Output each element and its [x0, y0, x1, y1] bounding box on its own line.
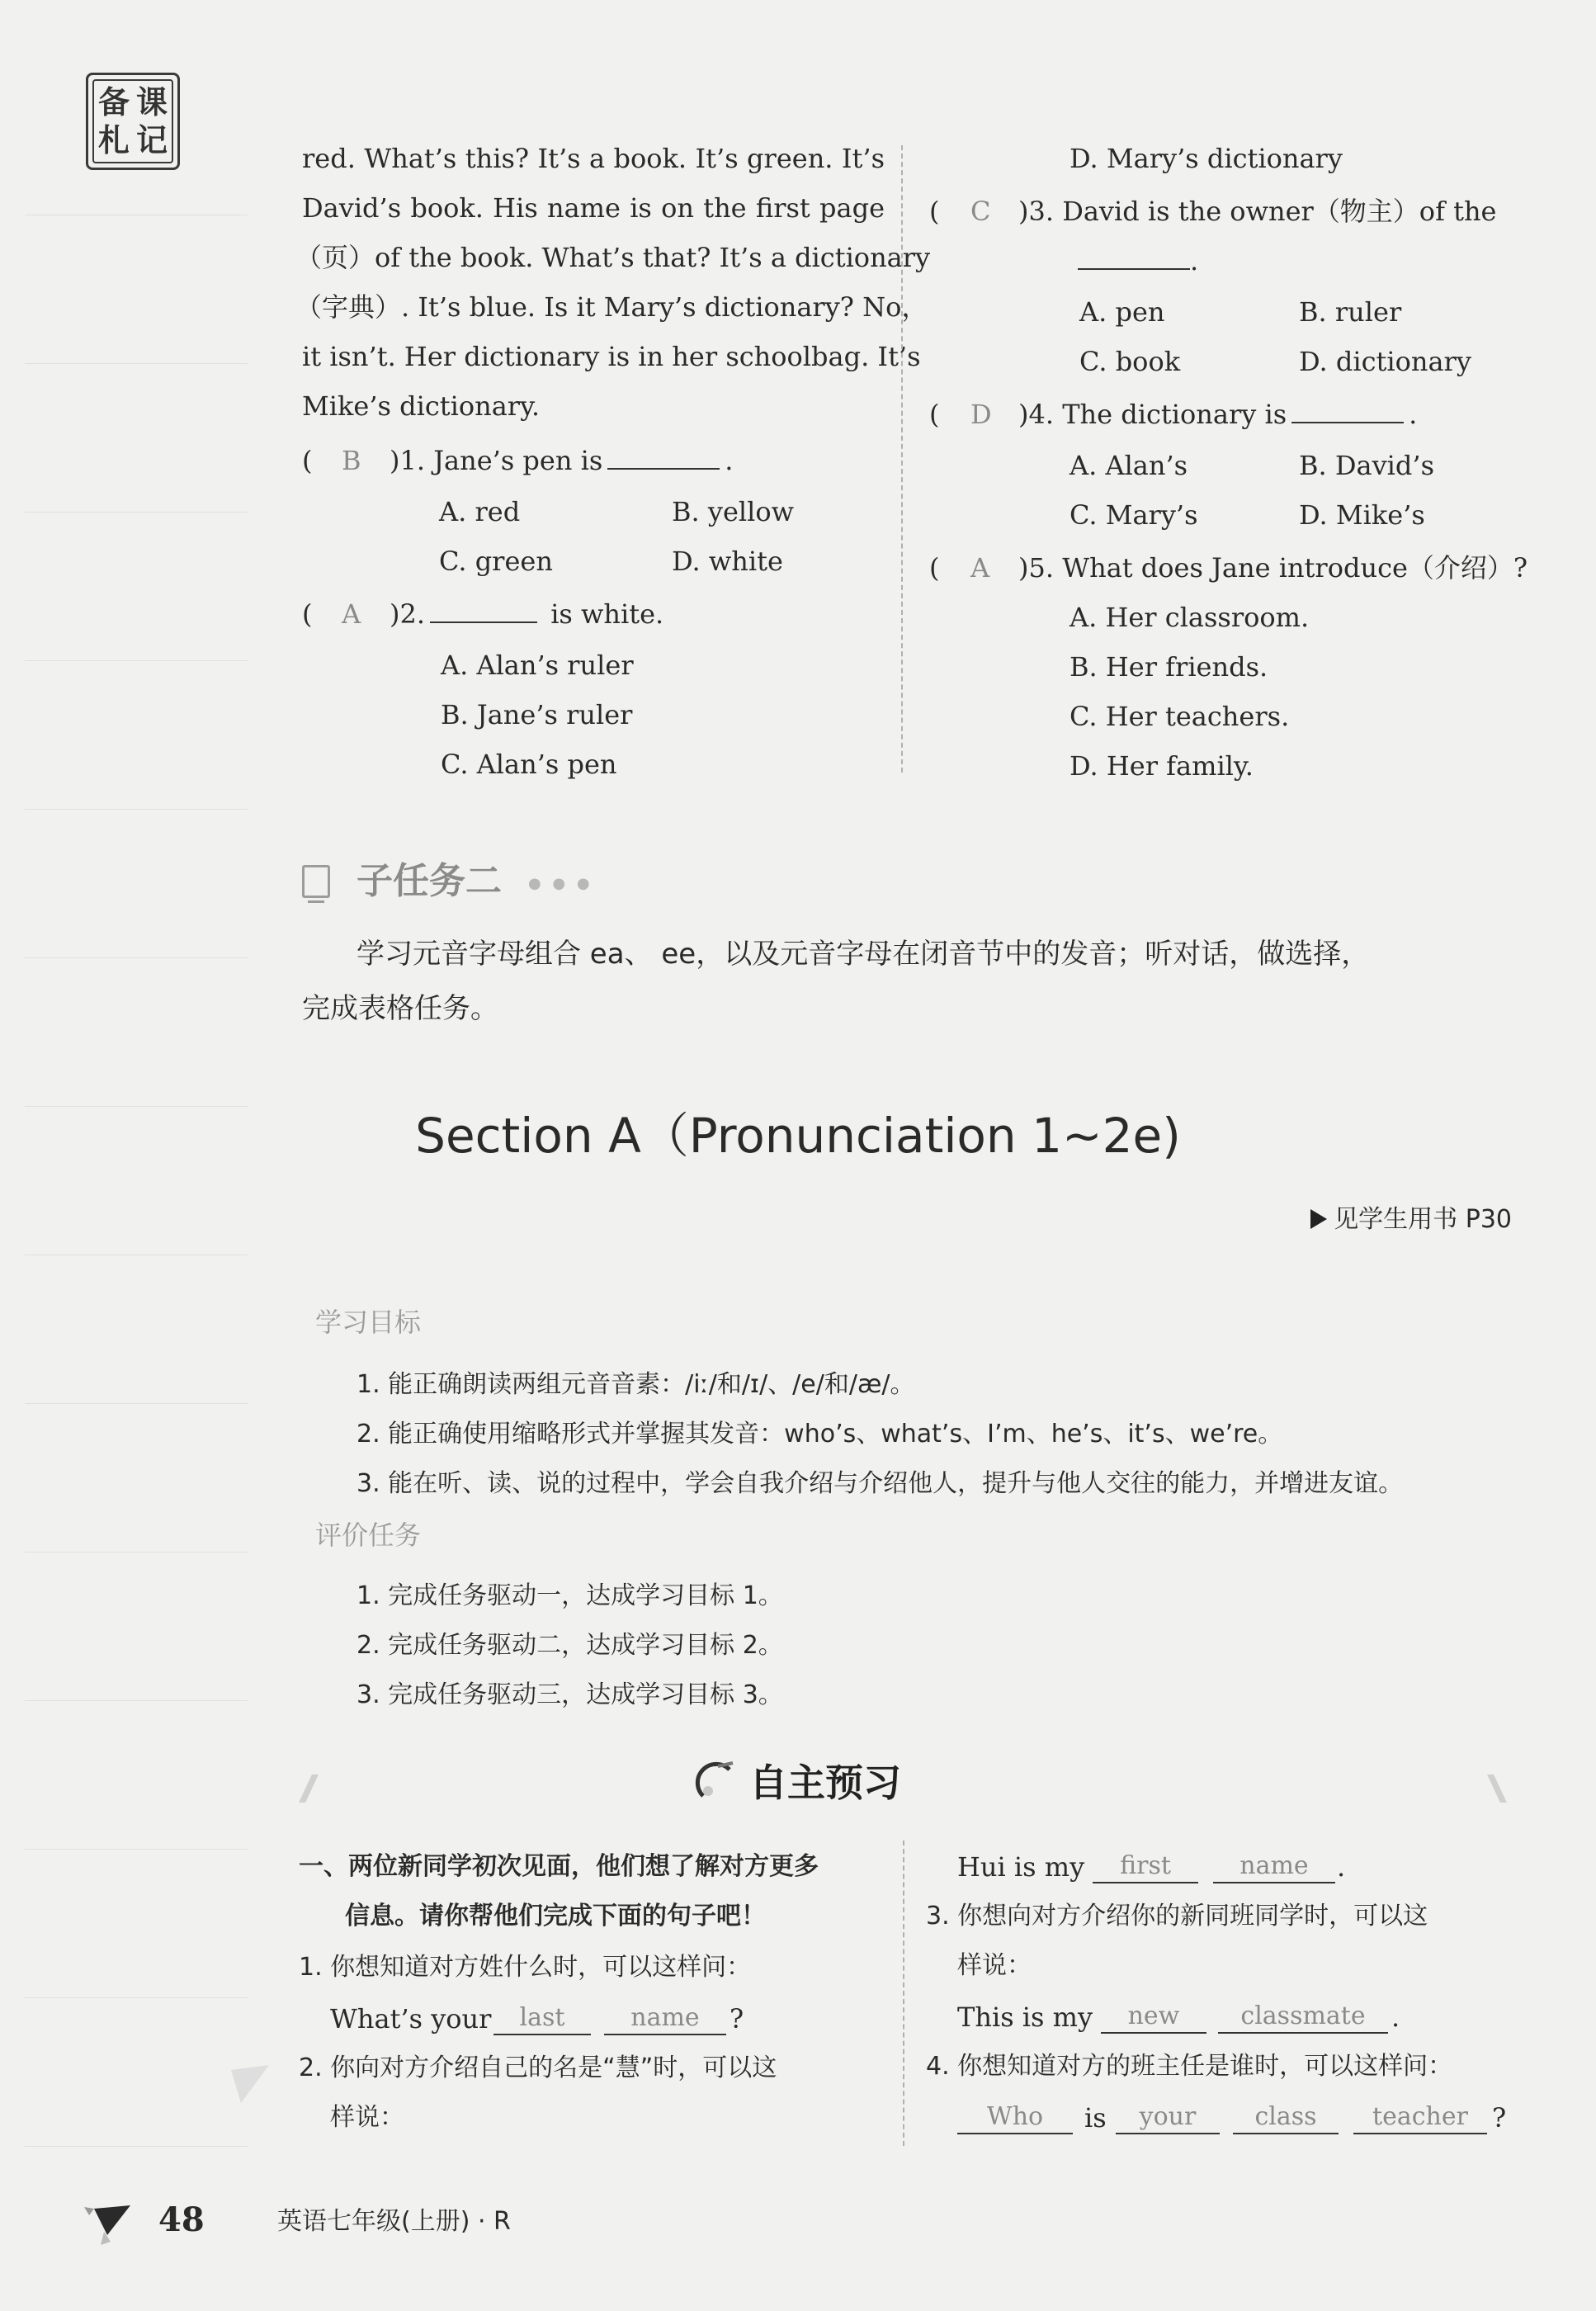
item-1-sentence: What’s your — [330, 2003, 492, 2035]
section-title: Section A（Pronunciation 1~2e) — [415, 1108, 1181, 1164]
passage-line: David’s book. His name is on the first page — [302, 192, 885, 224]
stamp-text — [92, 79, 173, 163]
answer-bracket-open: ( — [302, 598, 313, 630]
fill-blank-first[interactable]: first — [1093, 1850, 1198, 1883]
answer-mark: A — [970, 552, 990, 584]
stem-rest: is white. — [550, 598, 664, 630]
stamp-char: 备 — [97, 84, 130, 121]
question-stem: )5. What does Jane introduce（介绍）? — [1018, 552, 1528, 584]
option-b[interactable]: B. David’s — [1299, 450, 1434, 481]
book-title: 英语七年级(上册) · R — [277, 2207, 511, 2236]
stem-text: )1. Jane’s pen is — [390, 445, 603, 476]
item-2-sentence: Hui is my — [957, 1851, 1085, 1883]
item-4-is: is — [1084, 2102, 1107, 2134]
dots-decoration: ● ● ● — [528, 875, 593, 892]
item-3-sentence: This is my — [957, 2001, 1093, 2033]
option-a[interactable]: A. Alan’s ruler — [441, 650, 634, 681]
fill-blank-your[interactable]: your — [1116, 2101, 1220, 2134]
page-number: 48 — [158, 2200, 205, 2239]
item-2-prompt: 2. 你向对方介绍自己的名是“慧”时，可以这 — [299, 2053, 777, 2082]
option-c[interactable]: C. Her teachers. — [1070, 701, 1290, 732]
option-a[interactable]: A. Her classroom. — [1070, 602, 1310, 633]
answer-bracket-open: ( — [929, 399, 940, 430]
preview-title: 自主预习 — [749, 1760, 901, 1805]
item-4-prompt: 4. 你想知道对方的班主任是谁时，可以这样问： — [926, 2052, 1453, 2081]
stem-text: )2. — [390, 598, 426, 630]
option-c[interactable]: C. Alan’s pen — [441, 749, 617, 780]
answer-mark: B — [342, 445, 361, 476]
question-stem: )3. David is the owner（物主）of the — [1018, 196, 1497, 227]
option-d[interactable]: D. white — [672, 546, 783, 577]
passage-line: red. What’s this? It’s a book. It’s green. It’s — [302, 143, 885, 174]
answer-mark: A — [342, 598, 361, 630]
subtask-title: 子任务二 — [357, 860, 502, 902]
item-4-end: ? — [1492, 2102, 1507, 2134]
subtask-description-cont: 完成表格任务。 — [302, 992, 498, 1025]
item-2-prompt-cont: 样说： — [330, 2103, 404, 2132]
corner-triangle-icon — [229, 2063, 271, 2105]
option-b[interactable]: B. yellow — [672, 496, 794, 527]
footer-deco-icon — [83, 2197, 132, 2247]
option-c[interactable]: C. book — [1079, 346, 1181, 377]
stem-end: . — [1190, 245, 1199, 276]
margin-line — [25, 660, 248, 661]
item-2-end: . — [1337, 1851, 1346, 1883]
fill-blank-classmate[interactable]: classmate — [1218, 2001, 1388, 2034]
column-divider — [901, 145, 903, 773]
option-b[interactable]: B. Her friends. — [1070, 651, 1268, 683]
fill-blank-name[interactable]: name — [1213, 1850, 1335, 1883]
margin-line — [25, 809, 248, 810]
margin-line — [25, 512, 248, 513]
reference-text: 见学生用书 P30 — [1334, 1205, 1512, 1234]
answer-bracket-open: ( — [929, 552, 940, 584]
answer-blank[interactable] — [430, 598, 537, 623]
option-d[interactable]: D. dictionary — [1299, 346, 1471, 377]
stem-end: . — [1409, 399, 1418, 430]
fill-blank-teacher[interactable]: teacher — [1353, 2101, 1487, 2134]
option-a[interactable]: A. pen — [1079, 296, 1165, 328]
exercise-instruction-cont: 信息。请你帮他们完成下面的句子吧！ — [345, 1902, 766, 1931]
exercise-instruction: 一、两位新同学初次见面，他们想了解对方更多 — [299, 1852, 819, 1881]
margin-line — [25, 1997, 248, 1998]
question-stem — [390, 444, 733, 477]
eval-label: 评价任务 — [315, 1519, 422, 1551]
answer-mark: C — [970, 196, 991, 227]
passage-line: it isn’t. Her dictionary is in her schoolbag. It’s — [302, 341, 921, 372]
passage-line: （页）of the book. What’s that? It’s a dictionary — [295, 242, 931, 273]
answer-bracket-open: ( — [929, 196, 940, 227]
answer-mark: D — [970, 399, 992, 430]
stamp-char: 记 — [135, 122, 168, 158]
item-1-prompt: 1. 你想知道对方姓什么时，可以这样问： — [299, 1953, 752, 1982]
option-d[interactable]: D. Her family. — [1070, 750, 1254, 782]
margin-line — [25, 1849, 248, 1850]
play-triangle-icon — [1310, 1209, 1327, 1229]
eval-item: 3. 完成任务驱动三，达成学习目标 3。 — [357, 1680, 783, 1709]
option-b[interactable]: B. Jane’s ruler — [441, 699, 633, 730]
margin-line — [25, 1403, 248, 1404]
option-d[interactable]: D. Mike’s — [1299, 499, 1425, 531]
fill-blank-name[interactable]: name — [604, 2002, 726, 2035]
passage-line: Mike’s dictionary. — [302, 390, 541, 422]
goal-item: 3. 能在听、读、说的过程中，学会自我介绍与介绍他人，提升与他人交往的能力，并增进友谊。 — [357, 1469, 1404, 1498]
option-c[interactable]: C. green — [439, 546, 553, 577]
answer-blank[interactable] — [1291, 399, 1404, 423]
goal-item: 1. 能正确朗读两组元音音素：/iː/和/ɪ/、/e/和/æ/。 — [357, 1370, 915, 1399]
option-a[interactable]: A. Alan’s — [1070, 450, 1188, 481]
eval-item: 2. 完成任务驱动二，达成学习目标 2。 — [357, 1631, 783, 1660]
column-divider — [903, 1841, 904, 2146]
stem-text: )4. The dictionary is — [1018, 399, 1287, 430]
question-stem-cont — [1078, 244, 1198, 277]
self-preview-header — [0, 1758, 1596, 1808]
goals-label: 学习目标 — [315, 1307, 422, 1338]
lesson-notes-stamp — [86, 73, 180, 170]
answer-blank[interactable] — [1078, 245, 1190, 270]
fill-blank-who[interactable]: Who — [957, 2101, 1073, 2134]
question-stem — [390, 598, 663, 631]
question-stem — [1018, 398, 1417, 431]
notebook-icon — [302, 865, 330, 898]
option-c[interactable]: C. Mary’s — [1070, 499, 1198, 531]
margin-line — [25, 1700, 248, 1701]
fill-blank-class[interactable]: class — [1233, 2101, 1339, 2134]
student-book-reference — [1310, 1203, 1512, 1236]
item-3-prompt: 3. 你想向对方介绍你的新同班同学时，可以这 — [926, 1902, 1428, 1931]
margin-line — [25, 957, 248, 958]
option-b[interactable]: B. ruler — [1299, 296, 1402, 328]
bulb-icon — [695, 1760, 738, 1801]
fill-blank-new[interactable]: new — [1101, 2001, 1206, 2034]
passage-line: （字典）. It’s blue. Is it Mary’s dictionary? No， — [295, 291, 928, 323]
item-3-end: . — [1391, 2001, 1400, 2033]
eval-item: 1. 完成任务驱动一，达成学习目标 1。 — [357, 1581, 783, 1610]
option-a[interactable]: A. red — [439, 496, 521, 527]
item-1-end: ? — [730, 2003, 744, 2035]
stem-end: . — [725, 445, 734, 476]
stamp-char: 课 — [135, 84, 168, 121]
answer-blank[interactable] — [607, 445, 720, 470]
item-3-prompt-cont: 样说： — [957, 1951, 1032, 1980]
margin-line — [25, 363, 248, 364]
subtask-description: 学习元音字母组合 ea、 ee，以及元音字母在闭音节中的发音；听对话，做选择， — [357, 938, 1370, 971]
margin-line — [25, 2146, 248, 2147]
stamp-char: 札 — [97, 122, 130, 158]
option-d[interactable]: D. Mary’s dictionary — [1070, 143, 1343, 174]
answer-bracket-open: ( — [302, 445, 313, 476]
goal-item: 2. 能正确使用缩略形式并掌握其发音：who’s、what’s、I’m、he’s、it’s、we’re。 — [357, 1420, 1283, 1449]
fill-blank-last[interactable]: last — [493, 2002, 591, 2035]
